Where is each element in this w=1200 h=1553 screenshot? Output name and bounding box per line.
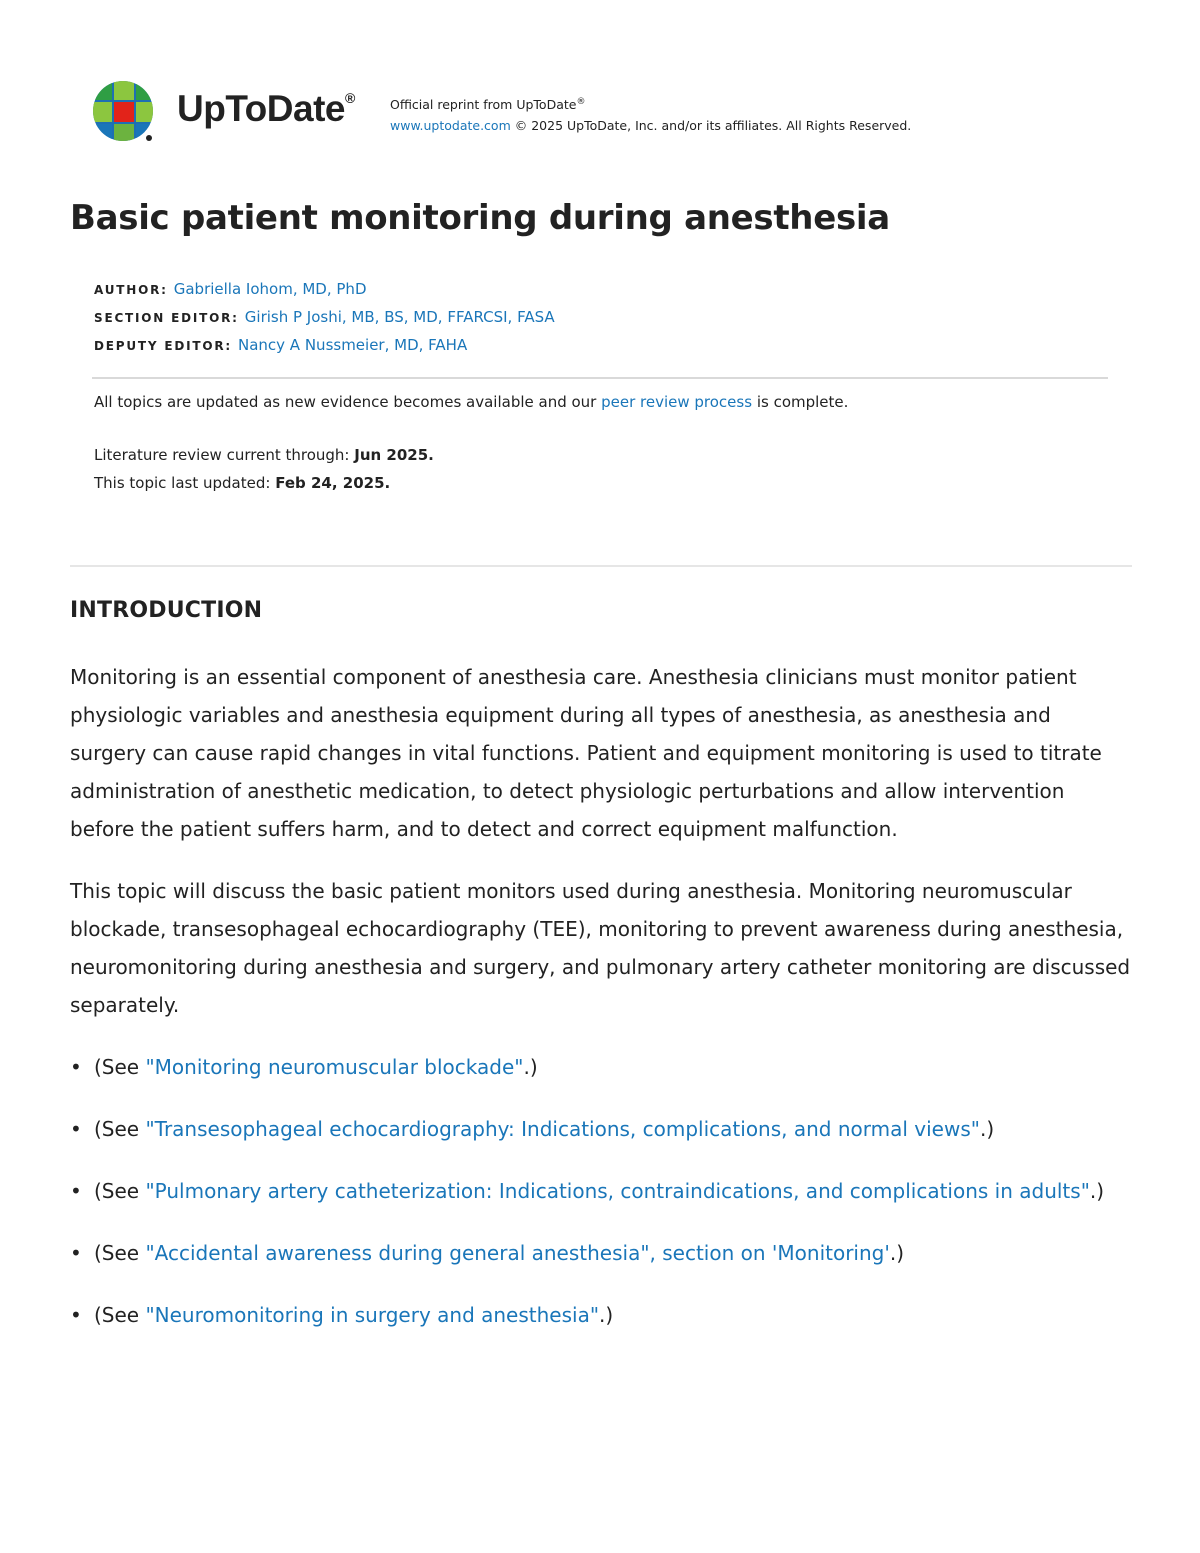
- lit-review-line: Literature review current through: Jun 2025.: [94, 446, 434, 464]
- list-item: • (See "Monitoring neuromuscular blockade".): [70, 1048, 1132, 1086]
- section-editor-link[interactable]: Girish P Joshi, MB, BS, MD, FFARCSI, FASA: [244, 308, 555, 326]
- website-link[interactable]: www.uptodate.com: [390, 118, 511, 134]
- list-item: • (See "Accidental awareness during general anesthesia", section on 'Monitoring'.): [70, 1234, 1132, 1272]
- credit-section-editor: SECTION EDITOR: Girish P Joshi, MB, BS, MD, FFARCSI, FASA: [94, 308, 555, 326]
- bullet-icon: •: [70, 1117, 82, 1141]
- section-heading-introduction: INTRODUCTION: [70, 598, 263, 623]
- bullet-icon: •: [70, 1303, 82, 1327]
- topic-link-pulmonary-artery-catheterization[interactable]: "Pulmonary artery catheterization: Indications, contraindications, and complications in adults": [145, 1179, 1090, 1203]
- author-link[interactable]: Gabriella Iohom, MD, PhD: [173, 280, 367, 298]
- bullet-icon: •: [70, 1055, 82, 1079]
- introduction-body: [70, 658, 1132, 1358]
- reprint-line: Official reprint from UpToDate®: [390, 97, 586, 113]
- intro-paragraph-2: This topic will discuss the basic patient monitors used during anesthesia. Monitoring neuromuscular blockade, transesophageal echocardiography (TEE), monitoring to prevent awareness during anesthesia, neuromonitoring during anesthesia and surgery, and pulmonary artery catheter monitoring are discussed separately.: [70, 879, 1131, 1017]
- credit-author: AUTHOR: Gabriella Iohom, MD, PhD: [94, 280, 367, 298]
- topic-link-tee[interactable]: "Transesophageal echocardiography: Indications, complications, and normal views": [145, 1117, 980, 1141]
- copyright-line: www.uptodate.com © 2025 UpToDate, Inc. and/or its affiliates. All Rights Reserved.: [390, 118, 912, 134]
- intro-paragraph-1: Monitoring is an essential component of anesthesia care. Anesthesia clinicians must monitor patient physiologic variables and anesthesia equipment during all types of anesthesia, as anesthesia and surgery can cause rapid changes in vital functions. Patient and equipment monitoring is used to titrate administration of anesthetic medication, to detect physiologic perturbations and allow intervention before the patient suffers harm, and to detect and correct equipment malfunction.: [70, 665, 1102, 841]
- topic-link-neuromonitoring[interactable]: "Neuromonitoring in surgery and anesthesia": [145, 1303, 600, 1327]
- reprint-info: [390, 92, 911, 136]
- peer-review-link[interactable]: peer review process: [601, 393, 753, 411]
- credits-block: [94, 276, 555, 360]
- bullet-icon: •: [70, 1179, 82, 1203]
- section-divider: [70, 565, 1132, 567]
- brand-name: UpToDate®: [177, 88, 355, 129]
- deputy-editor-link[interactable]: Nancy A Nussmeier, MD, FAHA: [238, 336, 468, 354]
- page-title: Basic patient monitoring during anesthesia: [70, 198, 890, 238]
- list-item: • (See "Neuromonitoring in surgery and anesthesia".): [70, 1296, 1132, 1334]
- uptodate-logo-icon: [92, 80, 156, 144]
- reprint-header: [92, 80, 1092, 146]
- update-note: All topics are updated as new evidence becomes available and our peer review process is complete.: [94, 393, 849, 411]
- list-item: • (See "Transesophageal echocardiography: Indications, complications, and normal views".): [70, 1110, 1132, 1148]
- topic-link-neuromuscular-blockade[interactable]: "Monitoring neuromuscular blockade": [145, 1055, 524, 1079]
- see-also-list: [70, 1048, 1132, 1334]
- bullet-icon: •: [70, 1241, 82, 1265]
- topic-link-accidental-awareness[interactable]: "Accidental awareness during general anesthesia", section on 'Monitoring': [145, 1241, 890, 1265]
- list-item: • (See "Pulmonary artery catheterization: Indications, contraindications, and complications in adults".): [70, 1172, 1132, 1210]
- last-updated-line: This topic last updated: Feb 24, 2025.: [94, 474, 391, 492]
- review-dates: [94, 441, 434, 497]
- divider: [92, 377, 1108, 379]
- credit-deputy-editor: DEPUTY EDITOR: Nancy A Nussmeier, MD, FAHA: [94, 336, 468, 354]
